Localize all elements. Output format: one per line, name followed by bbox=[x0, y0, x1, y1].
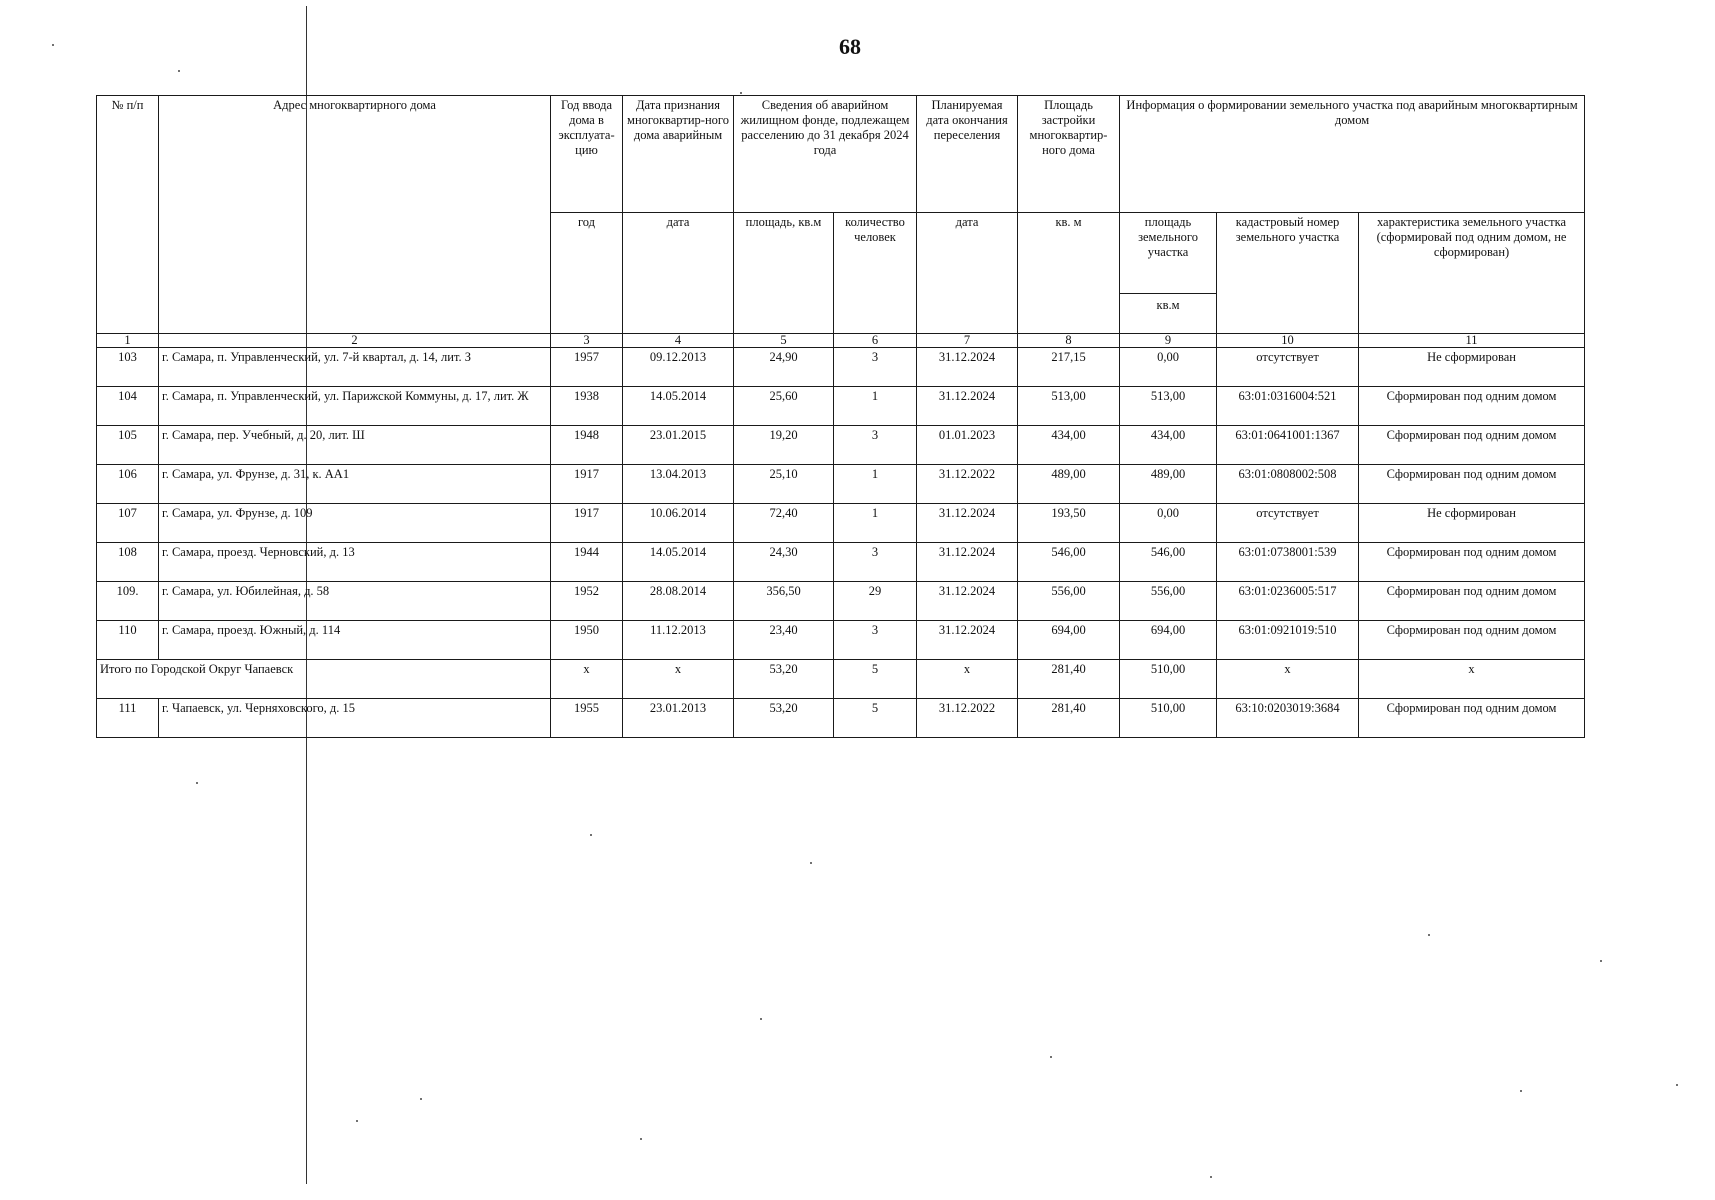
cell-building-area: 281,40 bbox=[1018, 699, 1120, 738]
scan-speck bbox=[810, 862, 812, 864]
page-number: 68 bbox=[839, 34, 861, 59]
cell-area: 356,50 bbox=[734, 582, 834, 621]
total-cell-building-area: 281,40 bbox=[1018, 660, 1120, 699]
column-number: 6 bbox=[834, 334, 917, 348]
cell-land-status: Не сформирован bbox=[1359, 348, 1585, 387]
cell-building-area: 556,00 bbox=[1018, 582, 1120, 621]
scan-speck bbox=[52, 44, 54, 46]
unit-people: количество человек bbox=[834, 213, 917, 334]
header-land-status: характеристика земельного участка (сформировай под одним домом, не сформирован) bbox=[1359, 213, 1585, 334]
cell-address: г. Самара, ул. Юбилейная, д. 58 bbox=[159, 582, 551, 621]
table-row bbox=[97, 465, 1585, 504]
header-num: № п/п bbox=[97, 96, 159, 334]
cell-planned-date: 31.12.2024 bbox=[917, 348, 1018, 387]
cell-people: 1 bbox=[834, 387, 917, 426]
table-row bbox=[97, 504, 1585, 543]
total-row bbox=[97, 660, 1585, 699]
cell-num: 108 bbox=[97, 543, 159, 582]
scan-speck bbox=[196, 782, 198, 784]
column-number: 10 bbox=[1217, 334, 1359, 348]
cell-building-area: 434,00 bbox=[1018, 426, 1120, 465]
header-housing-info: Сведения об аварийном жилищном фонде, подлежащем расселению до 31 декабря 2024 года bbox=[734, 96, 917, 213]
cell-building-area: 489,00 bbox=[1018, 465, 1120, 504]
cell-planned-date: 01.01.2023 bbox=[917, 426, 1018, 465]
cell-land-status: Сформирован под одним домом bbox=[1359, 543, 1585, 582]
unit-land-area: кв.м bbox=[1120, 293, 1216, 332]
emergency-housing-table bbox=[96, 95, 1585, 738]
cell-land-area: 0,00 bbox=[1120, 348, 1217, 387]
cell-year: 1950 bbox=[551, 621, 623, 660]
cell-land-area: 694,00 bbox=[1120, 621, 1217, 660]
cell-building-area: 513,00 bbox=[1018, 387, 1120, 426]
cell-address: г. Самара, проезд. Южный, д. 114 bbox=[159, 621, 551, 660]
cell-people: 1 bbox=[834, 465, 917, 504]
cell-planned-date: 31.12.2024 bbox=[917, 582, 1018, 621]
cell-date: 28.08.2014 bbox=[623, 582, 734, 621]
scan-speck bbox=[590, 834, 592, 836]
cell-land-status: Не сформирован bbox=[1359, 504, 1585, 543]
scan-speck bbox=[740, 92, 742, 94]
cell-address: г. Чапаевск, ул. Черняховского, д. 15 bbox=[159, 699, 551, 738]
cell-people: 3 bbox=[834, 621, 917, 660]
cell-land-status: Сформирован под одним домом bbox=[1359, 621, 1585, 660]
cell-date: 13.04.2013 bbox=[623, 465, 734, 504]
scan-speck bbox=[178, 70, 180, 72]
cell-date: 23.01.2013 bbox=[623, 699, 734, 738]
cell-land-area: 513,00 bbox=[1120, 387, 1217, 426]
cell-area: 53,20 bbox=[734, 699, 834, 738]
scan-speck bbox=[1050, 1056, 1052, 1058]
cell-cadastral: 63:01:0921019:510 bbox=[1217, 621, 1359, 660]
scan-speck bbox=[760, 1018, 762, 1020]
cell-date: 14.05.2014 bbox=[623, 387, 734, 426]
cell-area: 24,90 bbox=[734, 348, 834, 387]
cell-area: 19,20 bbox=[734, 426, 834, 465]
cell-num: 111 bbox=[97, 699, 159, 738]
header-land-area: площадь земельного участка bbox=[1138, 215, 1198, 259]
header-building-area: Площадь застройки многоквартир-ного дома bbox=[1018, 96, 1120, 213]
total-cell-year: х bbox=[551, 660, 623, 699]
scan-speck bbox=[640, 1138, 642, 1140]
cell-year: 1917 bbox=[551, 465, 623, 504]
table-row bbox=[97, 543, 1585, 582]
header-planned-date: Планируемая дата окончания переселения bbox=[917, 96, 1018, 213]
scan-speck bbox=[356, 1120, 358, 1122]
cell-address: г. Самара, п. Управленческий, ул. Парижской Коммуны, д. 17, лит. Ж bbox=[159, 387, 551, 426]
cell-cadastral: 63:01:0808002:508 bbox=[1217, 465, 1359, 504]
cell-address: г. Самара, ул. Фрунзе, д. 109 bbox=[159, 504, 551, 543]
cell-date: 10.06.2014 bbox=[623, 504, 734, 543]
cell-address: г. Самара, пер. Учебный, д. 20, лит. Ш bbox=[159, 426, 551, 465]
cell-year: 1944 bbox=[551, 543, 623, 582]
cell-address: г. Самара, п. Управленческий, ул. 7-й квартал, д. 14, лит. З bbox=[159, 348, 551, 387]
cell-land-status: Сформирован под одним домом bbox=[1359, 387, 1585, 426]
header-recognition-date: Дата признания многоквартир-ного дома аварийным bbox=[623, 96, 734, 213]
cell-land-area: 546,00 bbox=[1120, 543, 1217, 582]
table-body bbox=[97, 334, 1585, 738]
scan-speck bbox=[1520, 1090, 1522, 1092]
total-cell-area: 53,20 bbox=[734, 660, 834, 699]
column-numbers-row bbox=[97, 334, 1585, 348]
cell-date: 23.01.2015 bbox=[623, 426, 734, 465]
cell-date: 14.05.2014 bbox=[623, 543, 734, 582]
cell-area: 25,60 bbox=[734, 387, 834, 426]
cell-year: 1948 bbox=[551, 426, 623, 465]
cell-land-status: Сформирован под одним домом bbox=[1359, 465, 1585, 504]
total-cell-land-area: 510,00 bbox=[1120, 660, 1217, 699]
total-cell-people: 5 bbox=[834, 660, 917, 699]
cell-date: 09.12.2013 bbox=[623, 348, 734, 387]
cell-address: г. Самара, проезд. Черновский, д. 13 bbox=[159, 543, 551, 582]
cell-num: 104 bbox=[97, 387, 159, 426]
cell-cadastral: 63:10:0203019:3684 bbox=[1217, 699, 1359, 738]
header-land-info: Информация о формировании земельного участка под аварийным многоквартирным домом bbox=[1120, 96, 1585, 213]
header-address: Адрес многоквартирного дома bbox=[159, 96, 551, 334]
cell-land-area: 434,00 bbox=[1120, 426, 1217, 465]
column-number: 4 bbox=[623, 334, 734, 348]
cell-num: 105 bbox=[97, 426, 159, 465]
scan-speck bbox=[420, 1098, 422, 1100]
cell-area: 23,40 bbox=[734, 621, 834, 660]
scan-speck bbox=[1676, 1084, 1678, 1086]
scan-speck bbox=[1428, 934, 1430, 936]
unit-date: дата bbox=[623, 213, 734, 334]
cell-building-area: 217,15 bbox=[1018, 348, 1120, 387]
cell-planned-date: 31.12.2022 bbox=[917, 465, 1018, 504]
cell-people: 5 bbox=[834, 699, 917, 738]
column-number: 5 bbox=[734, 334, 834, 348]
cell-planned-date: 31.12.2024 bbox=[917, 387, 1018, 426]
cell-planned-date: 31.12.2022 bbox=[917, 699, 1018, 738]
scan-speck bbox=[1600, 960, 1602, 962]
cell-cadastral: отсутствует bbox=[1217, 348, 1359, 387]
column-number: 7 bbox=[917, 334, 1018, 348]
table-row bbox=[97, 582, 1585, 621]
cell-year: 1957 bbox=[551, 348, 623, 387]
column-number: 11 bbox=[1359, 334, 1585, 348]
cell-building-area: 546,00 bbox=[1018, 543, 1120, 582]
cell-cadastral: 63:01:0641001:1367 bbox=[1217, 426, 1359, 465]
cell-planned-date: 31.12.2024 bbox=[917, 543, 1018, 582]
unit-building-area: кв. м bbox=[1018, 213, 1120, 334]
cell-people: 3 bbox=[834, 543, 917, 582]
cell-building-area: 193,50 bbox=[1018, 504, 1120, 543]
cell-people: 3 bbox=[834, 426, 917, 465]
cell-cadastral: 63:01:0236005:517 bbox=[1217, 582, 1359, 621]
cell-year: 1955 bbox=[551, 699, 623, 738]
cell-building-area: 694,00 bbox=[1018, 621, 1120, 660]
cell-cadastral: отсутствует bbox=[1217, 504, 1359, 543]
cell-year: 1952 bbox=[551, 582, 623, 621]
total-cell-planned-date: х bbox=[917, 660, 1018, 699]
column-number: 3 bbox=[551, 334, 623, 348]
column-number: 1 bbox=[97, 334, 159, 348]
cell-land-status: Сформирован под одним домом bbox=[1359, 582, 1585, 621]
unit-year: год bbox=[551, 213, 623, 334]
cell-num: 107 bbox=[97, 504, 159, 543]
cell-land-status: Сформирован под одним домом bbox=[1359, 699, 1585, 738]
cell-people: 1 bbox=[834, 504, 917, 543]
table-row bbox=[97, 621, 1585, 660]
unit-area: площадь, кв.м bbox=[734, 213, 834, 334]
total-cell-date: х bbox=[623, 660, 734, 699]
cell-area: 72,40 bbox=[734, 504, 834, 543]
table-row bbox=[97, 699, 1585, 738]
cell-date: 11.12.2013 bbox=[623, 621, 734, 660]
cell-cadastral: 63:01:0316004:521 bbox=[1217, 387, 1359, 426]
cell-num: 110 bbox=[97, 621, 159, 660]
header-row bbox=[97, 96, 1585, 213]
total-cell-cadastral: х bbox=[1217, 660, 1359, 699]
cell-land-area: 556,00 bbox=[1120, 582, 1217, 621]
cell-cadastral: 63:01:0738001:539 bbox=[1217, 543, 1359, 582]
cell-people: 3 bbox=[834, 348, 917, 387]
cell-planned-date: 31.12.2024 bbox=[917, 504, 1018, 543]
column-number: 2 bbox=[159, 334, 551, 348]
total-cell-land-status: х bbox=[1359, 660, 1585, 699]
column-number: 9 bbox=[1120, 334, 1217, 348]
header-year: Год ввода дома в эксплуата-цию bbox=[551, 96, 623, 213]
header-cadastral: кадастровый номер земельного участка bbox=[1217, 213, 1359, 334]
cell-area: 25,10 bbox=[734, 465, 834, 504]
cell-num: 109. bbox=[97, 582, 159, 621]
cell-num: 106 bbox=[97, 465, 159, 504]
cell-address: г. Самара, ул. Фрунзе, д. 31, к. АА1 bbox=[159, 465, 551, 504]
table-row bbox=[97, 387, 1585, 426]
cell-land-status: Сформирован под одним домом bbox=[1359, 426, 1585, 465]
cell-land-area: 489,00 bbox=[1120, 465, 1217, 504]
header-land-area-cell bbox=[1120, 213, 1217, 334]
cell-year: 1938 bbox=[551, 387, 623, 426]
table-row bbox=[97, 426, 1585, 465]
total-label: Итого по Городской Округ Чапаевск bbox=[97, 660, 551, 699]
cell-land-area: 510,00 bbox=[1120, 699, 1217, 738]
cell-num: 103 bbox=[97, 348, 159, 387]
cell-area: 24,30 bbox=[734, 543, 834, 582]
scan-speck bbox=[1210, 1176, 1212, 1178]
cell-land-area: 0,00 bbox=[1120, 504, 1217, 543]
cell-planned-date: 31.12.2024 bbox=[917, 621, 1018, 660]
cell-people: 29 bbox=[834, 582, 917, 621]
cell-year: 1917 bbox=[551, 504, 623, 543]
table-row bbox=[97, 348, 1585, 387]
unit-planned-date: дата bbox=[917, 213, 1018, 334]
column-number: 8 bbox=[1018, 334, 1120, 348]
